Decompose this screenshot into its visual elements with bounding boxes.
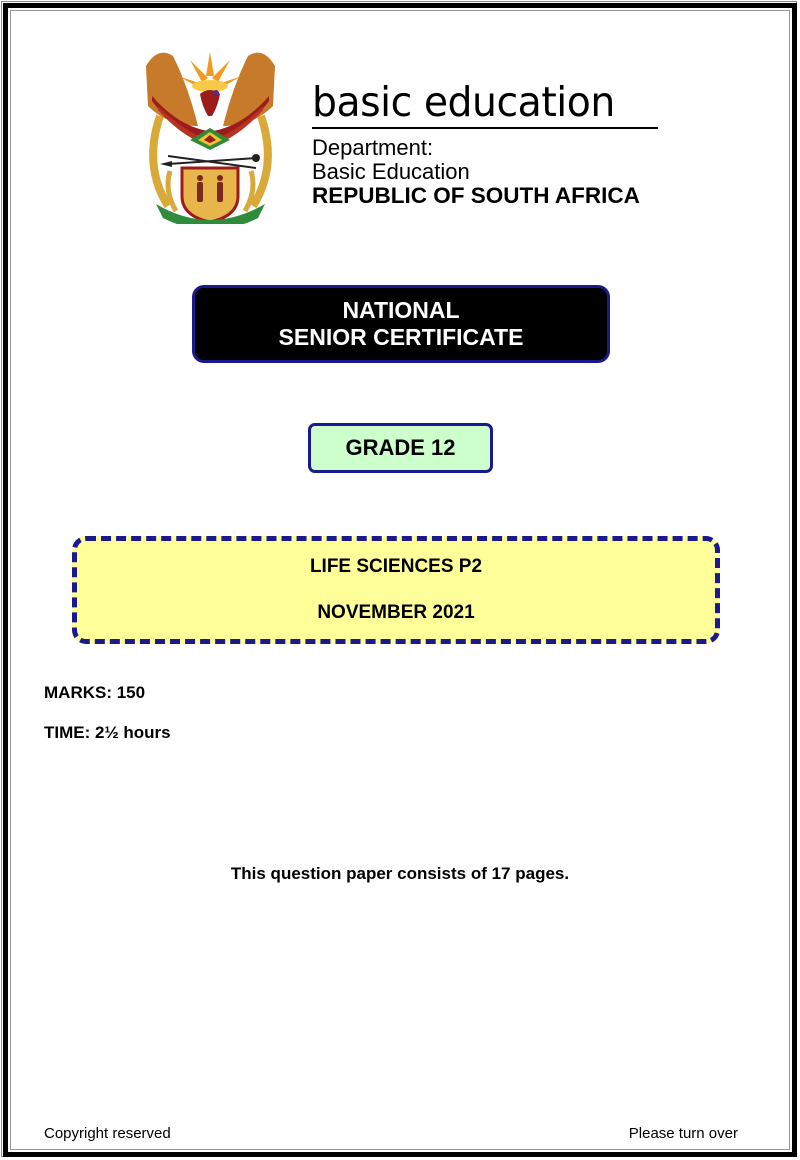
certificate-line-1: NATIONAL [342, 297, 460, 323]
country-name: REPUBLIC OF SOUTH AFRICA [312, 183, 640, 208]
subject-title: LIFE SCIENCES P2 [309, 556, 483, 577]
marks-info: MARKS: 150 [44, 683, 146, 702]
grade-badge [308, 423, 493, 473]
certificate-banner [192, 285, 610, 363]
grade-label: GRADE 12 [345, 435, 456, 460]
brand-divider [312, 127, 658, 129]
certificate-line-2: SENIOR CERTIFICATE [278, 324, 524, 350]
subject-box [72, 536, 720, 644]
brand-title: basic education [312, 78, 615, 126]
department-label: Department: [312, 135, 434, 160]
time-info: TIME: 2½ hours [44, 723, 171, 742]
department-header [312, 80, 662, 208]
turn-over-footer: Please turn over [628, 1125, 738, 1142]
department-name: Basic Education [312, 159, 470, 184]
coat-of-arms-icon [138, 46, 283, 224]
exam-session: NOVEMBER 2021 [317, 602, 475, 623]
copyright-footer: Copyright reserved [44, 1125, 171, 1142]
page-count-note: This question paper consists of 17 pages. [230, 864, 570, 883]
